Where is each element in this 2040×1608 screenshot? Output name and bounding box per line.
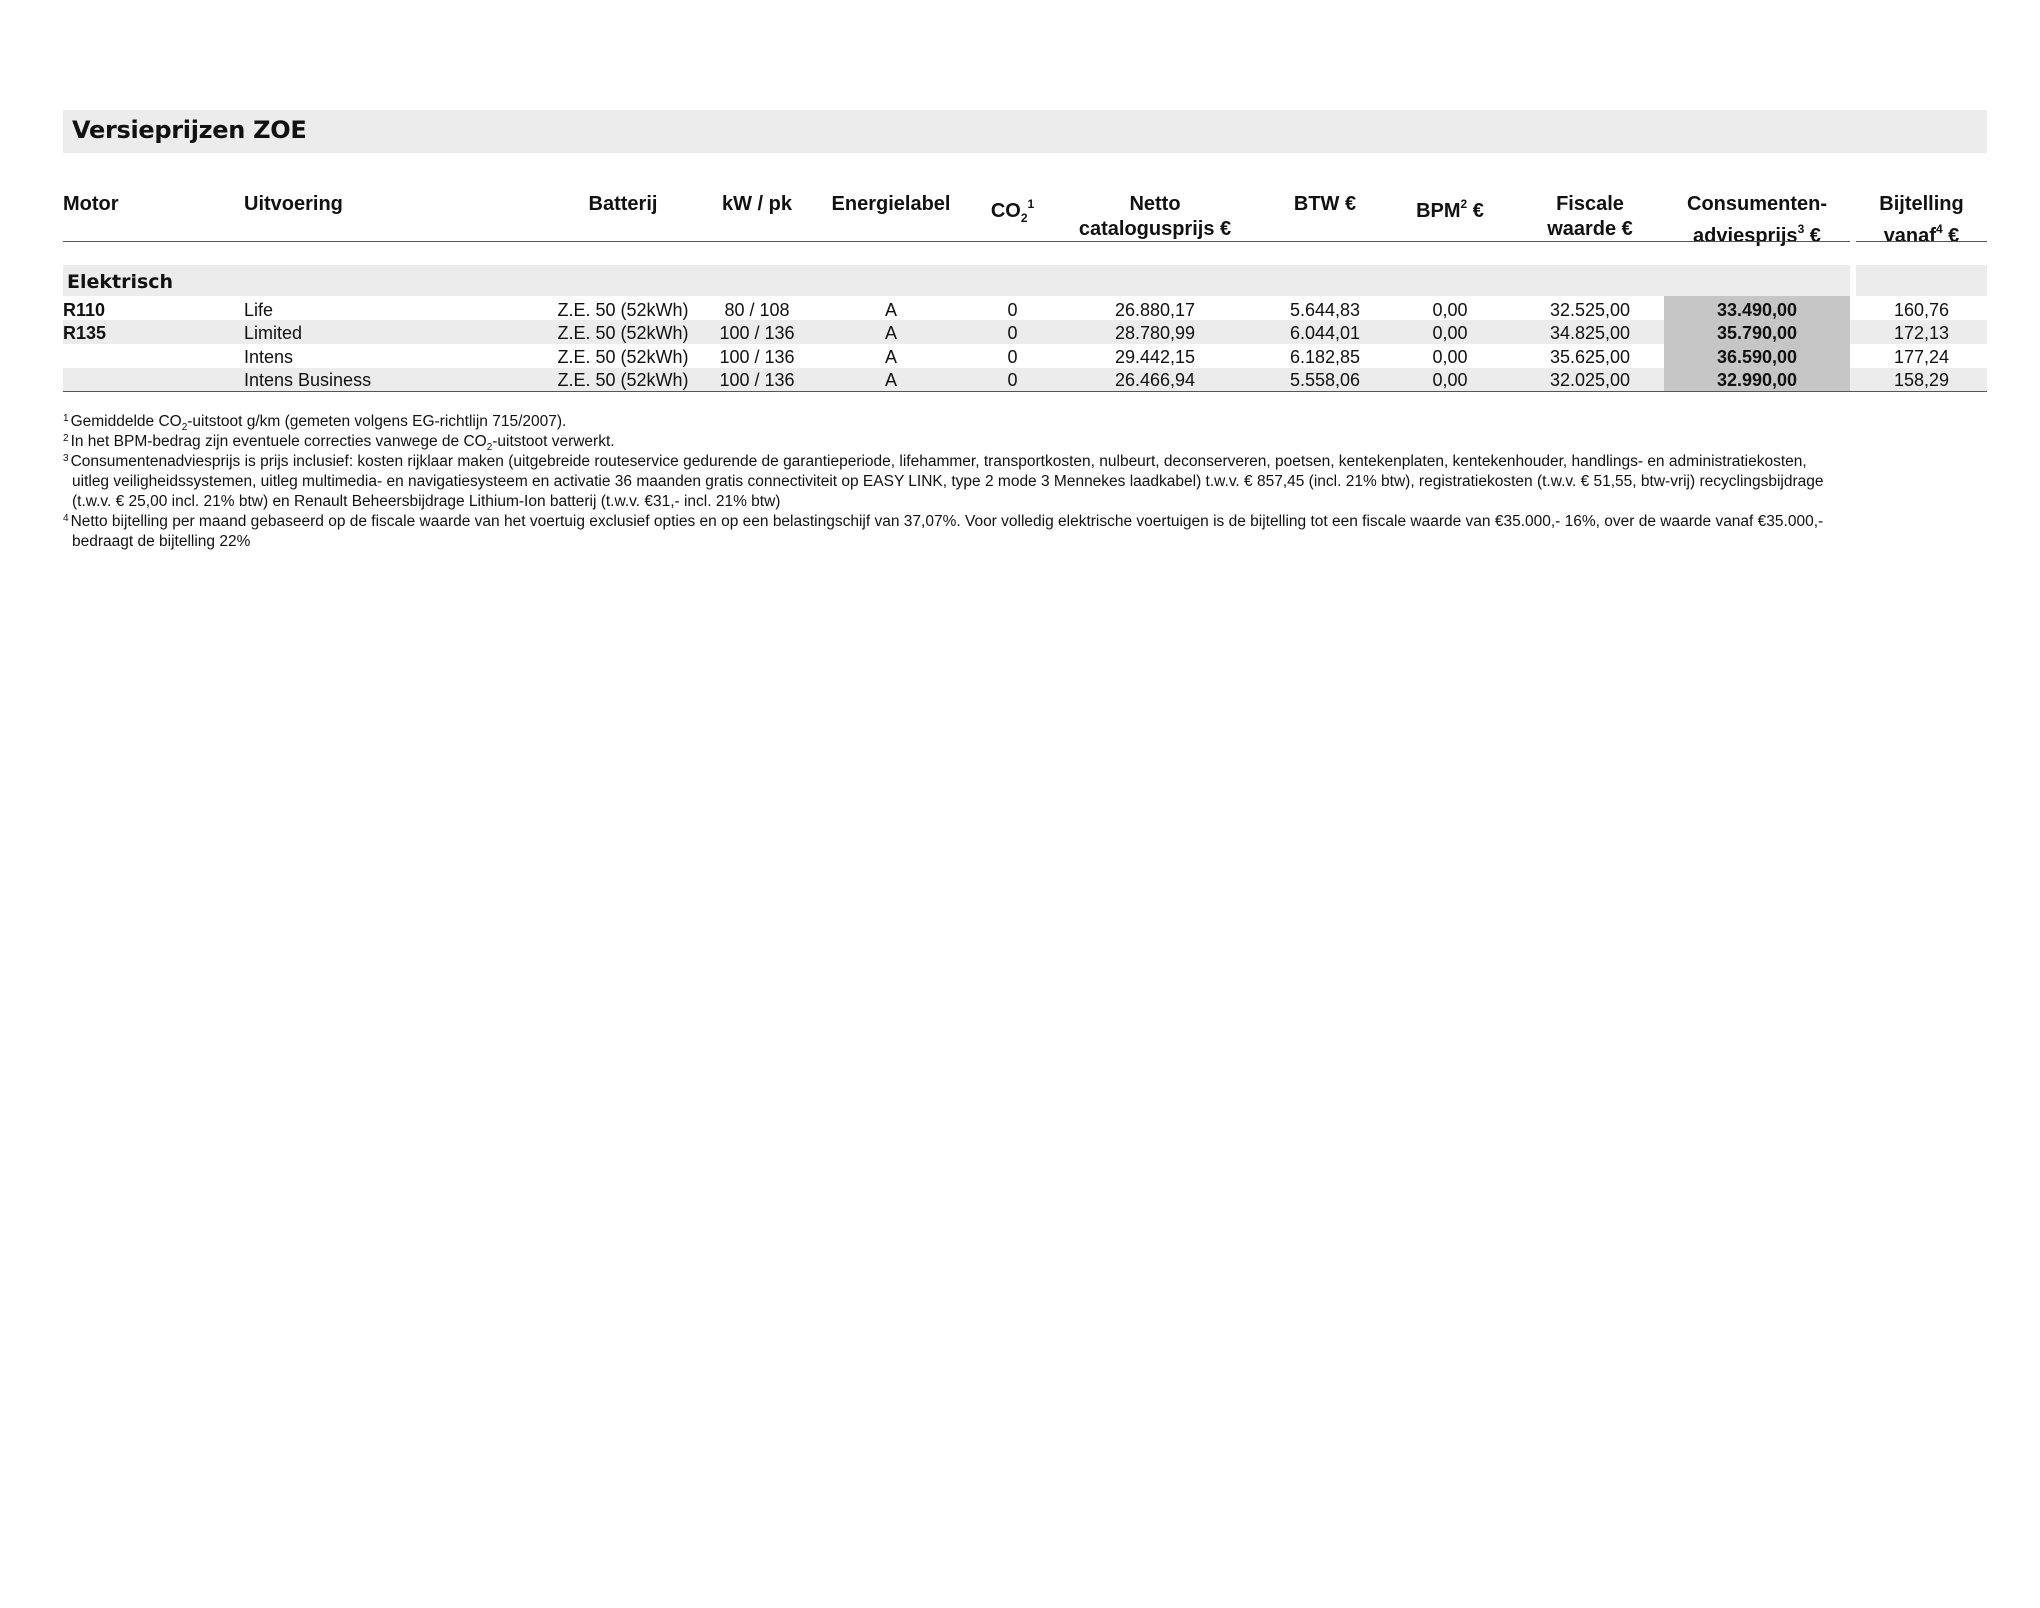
cell-fiscale: 32.525,00: [1549, 300, 1631, 320]
footnote-3-line-1: Consumentenadviesprijs is prijs inclusief: kosten rijklaar maken (uitgebreide routeservice gedurende de garantieperiode, lifehammer, transportkosten, nulbeurt, deconserveren, poetsen, kentekenplaten, kentekenhouder, handlings- en administratiekosten,: [70, 453, 1807, 470]
header-bpm-base: BPM: [1416, 200, 1461, 222]
cell-btw: 6.182,85: [1289, 347, 1361, 367]
header-fiscale-line1: Fiscale: [1556, 193, 1624, 215]
cell-netto: 26.466,94: [1114, 370, 1196, 390]
cell-batterij: Z.E. 50 (52kWh): [557, 300, 689, 320]
cell-co2: 0: [1007, 323, 1018, 343]
header-bijt-line1: Bijtelling: [1879, 193, 1964, 215]
cell-netto: 28.780,99: [1114, 323, 1196, 343]
cell-consumentenadviesprijs: 35.790,00: [1716, 323, 1798, 343]
footnote-3-line-2: uitleg veiligheidssystemen, uitleg multimedia- en navigatiesysteem en activatie 36 maanden gratis connectiviteit op EASY LINK, type 2 mode 3 Mennekes laadkabel) t.w.v. € 857,45 (incl. 21% btw), registratiekosten (t.w.v. € 51,55, btw-vrij) recyclingsbijdrage: [72, 473, 1824, 490]
cell-netto: 26.880,17: [1114, 300, 1196, 320]
section-title: Elektrisch: [67, 271, 174, 293]
header-netto-line1: Netto: [1129, 193, 1181, 215]
cell-batterij: Z.E. 50 (52kWh): [557, 323, 689, 343]
header-co2-base: CO: [990, 200, 1021, 222]
header-netto: [1055, 192, 1255, 242]
header-co2-sup: 1: [1027, 197, 1035, 211]
cell-motor: R135: [63, 323, 107, 343]
header-bijt-line2a: vanaf: [1883, 225, 1936, 247]
cell-bpm: 0,00: [1432, 347, 1468, 367]
footnote-4-line-1: Netto bijtelling per maand gebaseerd op de fiscale waarde van het voertuig exclusief opties en op een belastingschijf van 37,07%. Voor volledig elektrische voertuigen is de bijtelling tot een fiscale waarde van €35.000,- 16%, over de waarde vanaf €35.000,-: [70, 513, 1824, 530]
cell-btw: 5.644,83: [1289, 300, 1361, 320]
cell-bijtelling: 172,13: [1893, 323, 1950, 343]
footnote-1-text-b: -uitstoot g/km (gemeten volgens EG-richtlijn 715/2007).: [187, 413, 567, 430]
footnote-3-line-3: (t.w.v. € 25,00 incl. 21% btw) en Renault Beheersbijdrage Lithium-Ion batterij (t.w.v. €31,- incl. 21% btw): [72, 493, 781, 510]
header-kw-pk: kW / pk: [721, 193, 792, 215]
header-uitvoering: Uitvoering: [244, 193, 343, 215]
cell-uitvoering: Intens: [244, 347, 294, 367]
cell-motor: R110: [63, 300, 106, 320]
header-consum-line2b: €: [1804, 225, 1821, 247]
footnote-1-number: 1: [63, 413, 69, 424]
footnote-1-sub: 2: [181, 422, 188, 433]
header-consum-line2a: adviesprijs: [1693, 225, 1798, 247]
footnote-4-line-2: bedraagt de bijtelling 22%: [72, 533, 251, 550]
header-consum-line2: [1664, 217, 1850, 249]
cell-energielabel: A: [884, 323, 897, 343]
footnote-2-text-a: In het BPM-bedrag zijn eventuele correcties vanwege de CO: [70, 433, 487, 450]
header-bpm: [1390, 192, 1510, 224]
header-bpm-end: €: [1467, 200, 1484, 222]
header-netto-line2: catalogusprijs €: [1078, 218, 1232, 240]
footnote-3: [63, 449, 1993, 512]
header-motor: Motor: [63, 193, 119, 215]
cell-kw-pk: 100 / 136: [719, 370, 795, 390]
footnote-2-number: 2: [63, 433, 69, 444]
header-rule-bijtelling: [1856, 241, 1987, 242]
table-bottom-rule: [63, 391, 1987, 392]
footnote-4-number: 4: [63, 513, 69, 524]
cell-bijtelling: 177,24: [1893, 347, 1950, 367]
header-co2: [975, 192, 1050, 231]
cell-fiscale: 32.025,00: [1549, 370, 1631, 390]
cell-btw: 5.558,06: [1289, 370, 1361, 390]
header-consum-line1: Consumenten-: [1687, 193, 1827, 215]
cell-bijtelling: 158,29: [1893, 370, 1950, 390]
footnote-2-sub: 2: [486, 442, 493, 453]
cell-uitvoering: Limited: [244, 323, 303, 343]
cell-fiscale: 34.825,00: [1549, 323, 1631, 343]
cell-batterij: Z.E. 50 (52kWh): [557, 370, 689, 390]
cell-consumentenadviesprijs: 32.990,00: [1716, 370, 1798, 390]
cell-uitvoering: Life: [244, 300, 274, 320]
cell-kw-pk: 100 / 136: [719, 347, 795, 367]
header-bijt-line2b: €: [1942, 225, 1960, 247]
title-bar: [63, 110, 1987, 153]
cell-energielabel: A: [884, 347, 897, 367]
cell-co2: 0: [1007, 300, 1018, 320]
cell-bijtelling: 160,76: [1893, 300, 1950, 320]
cell-energielabel: A: [884, 370, 897, 390]
section-band-right: [1856, 265, 1987, 296]
header-bpm-sup: 2: [1460, 197, 1468, 211]
footnote-2-text-b: -uitstoot verwerkt.: [492, 433, 615, 450]
header-energielabel: Energielabel: [831, 193, 951, 215]
header-btw: BTW €: [1293, 193, 1357, 215]
cell-fiscale: 35.625,00: [1549, 347, 1631, 367]
cell-kw-pk: 80 / 108: [724, 300, 790, 320]
header-consum-sup: 3: [1797, 222, 1805, 236]
header-bijt-sup: 4: [1935, 222, 1943, 236]
cell-energielabel: A: [884, 300, 897, 320]
cell-uitvoering: Intens Business: [244, 370, 372, 390]
header-batterij: Batterij: [588, 193, 658, 215]
cell-batterij: Z.E. 50 (52kWh): [557, 347, 689, 367]
footnote-4: [63, 509, 1993, 552]
header-co2-sub: 2: [1020, 211, 1028, 225]
cell-bpm: 0,00: [1432, 323, 1468, 343]
header-fiscale-line2: waarde €: [1547, 218, 1633, 240]
header-bijt-line2: [1856, 217, 1987, 249]
cell-consumentenadviesprijs: 33.490,00: [1716, 300, 1798, 320]
footnote-3-number: 3: [63, 453, 69, 464]
cell-kw-pk: 100 / 136: [719, 323, 795, 343]
header-fiscale: [1520, 192, 1660, 242]
cell-btw: 6.044,01: [1289, 323, 1361, 343]
page-title: Versieprijzen ZOE: [72, 116, 307, 144]
cell-co2: 0: [1007, 347, 1018, 367]
cell-co2: 0: [1007, 370, 1018, 390]
cell-bpm: 0,00: [1432, 370, 1468, 390]
cell-bpm: 0,00: [1432, 300, 1468, 320]
section-band: [63, 265, 1850, 296]
cell-netto: 29.442,15: [1114, 347, 1196, 367]
cell-consumentenadviesprijs: 36.590,00: [1716, 347, 1798, 367]
footnote-1-text-a: Gemiddelde CO: [70, 413, 182, 430]
header-rule-main: [63, 241, 1850, 242]
